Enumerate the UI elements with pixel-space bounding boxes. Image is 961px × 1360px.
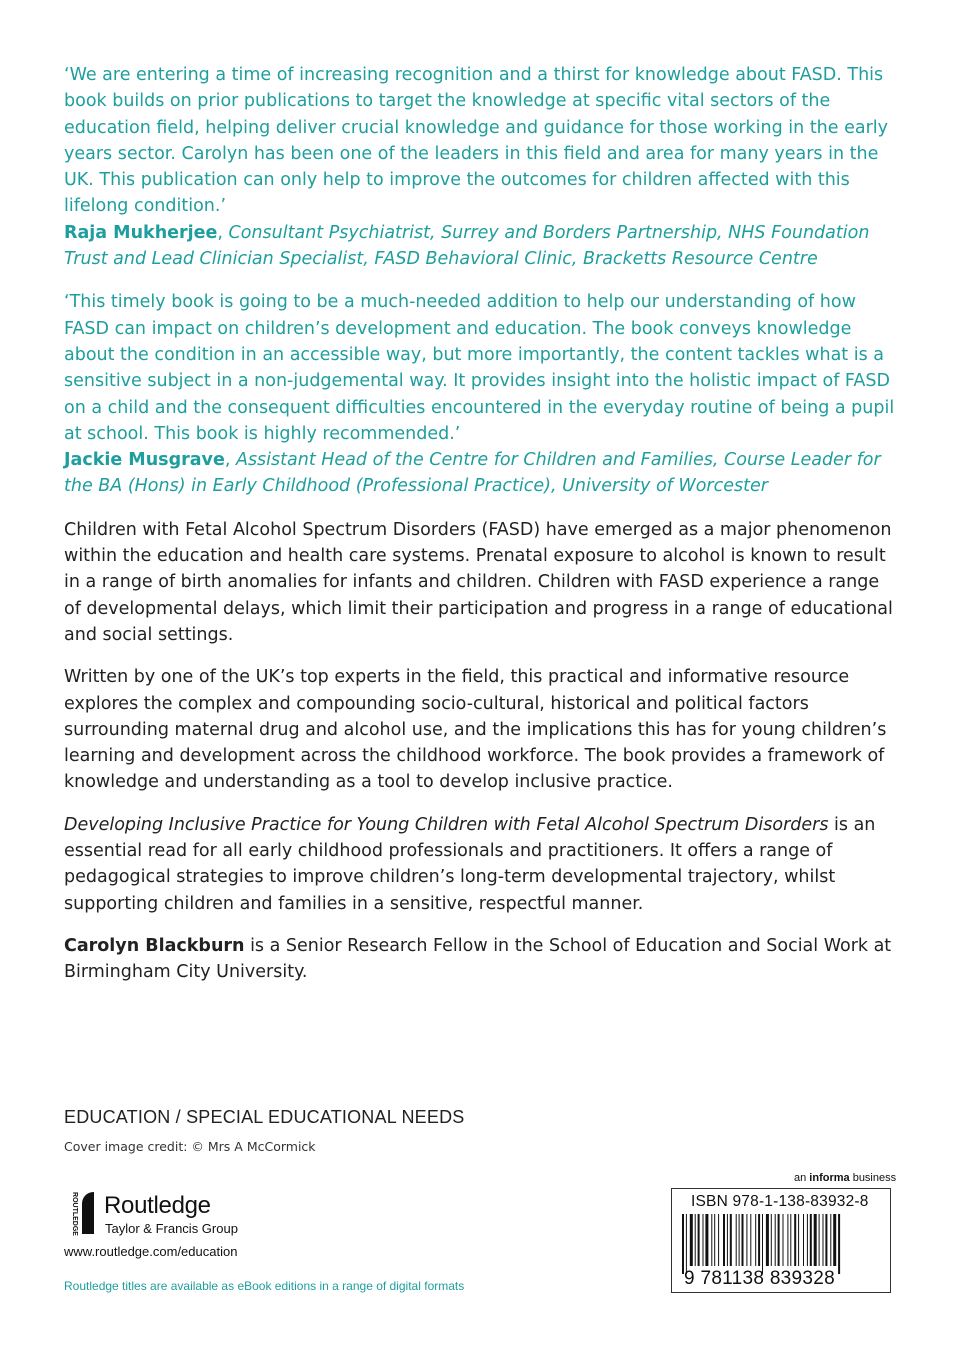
- author-bio-text: is a Senior Research Fellow in the School of Education and Social Work at Birmingham City University.: [64, 935, 892, 983]
- barcode-bar: [736, 1214, 737, 1266]
- endorser-name: Jackie Musgrave: [64, 450, 225, 471]
- barcode-bar: [803, 1214, 804, 1266]
- attribution-separator: ,: [217, 222, 229, 243]
- subject-category: EDUCATION / SPECIAL EDUCATIONAL NEEDS: [64, 1107, 465, 1127]
- barcode-bar: [698, 1214, 700, 1266]
- description-text: is an essential read for all early childhood professionals and practitioners. It offers a range of pedagogical strategies to improve children’s long-term developmental trajectory, whilst supporting children and families in a sensitive, respectful manner.: [64, 814, 876, 914]
- barcode-bar: [766, 1214, 769, 1266]
- barcode-bar: [833, 1214, 836, 1266]
- barcode-bar: [714, 1214, 715, 1266]
- barcode-bar: [838, 1214, 840, 1274]
- endorsement-attribution: [64, 447, 899, 500]
- barcode-bar: [775, 1214, 776, 1266]
- barcode-bar: [771, 1214, 772, 1266]
- logo-vertical-text: ROUTLEDGE: [71, 1192, 78, 1236]
- barcode-bar: [823, 1214, 824, 1266]
- barcode-bar: [723, 1214, 725, 1266]
- barcode-digits: 9 781138 839328: [684, 1268, 836, 1289]
- barcode-bar: [819, 1214, 820, 1266]
- barcode-bar: [703, 1214, 704, 1266]
- endorsement-2: [64, 289, 899, 499]
- endorsement-1: [64, 62, 899, 272]
- endorsement-quote: ‘This timely book is going to be a much-needed addition to help our understanding of how FASD can impact on children’s development and education. The book conveys knowledge about the condition in an accessible way, but more importantly, the content tackles what is a sensitive subject in a non-judgemental way. It provides insight into the holistic impact of FASD on a child and the consequent difficulties encountered in the everyday routine of being a pupil at school. This book is highly recommended.’: [64, 292, 895, 444]
- barcode-bar: [755, 1214, 756, 1266]
- informa-brand: informa: [809, 1172, 850, 1184]
- description-paragraph-3: [64, 812, 899, 917]
- routledge-logo-icon: [64, 1190, 98, 1236]
- barcode-bar: [746, 1214, 747, 1266]
- endorser-name: Raja Mukherjee: [64, 222, 218, 243]
- attribution-separator: ,: [224, 450, 236, 471]
- endorsement-quote: ‘We are entering a time of increasing recognition and a thirst for knowledge about FASD. This book builds on prior publications to target the knowledge at specific vital sectors of the education field, helping deliver crucial knowledge and guidance for those working in the early years sector. Carolyn has been one of the leaders in this field and area for many years in the UK. This publication can only help to improve the outcomes for children affected with this lifelong condition.’: [64, 65, 889, 217]
- barcode-bar: [727, 1214, 728, 1266]
- publisher-url[interactable]: www.routledge.com/education: [64, 1244, 238, 1259]
- barcode-bar: [814, 1214, 817, 1266]
- barcode-bar: [787, 1214, 788, 1266]
- barcode-bar: [807, 1214, 808, 1266]
- barcode-bar: [718, 1214, 719, 1266]
- barcode-bars: [682, 1214, 882, 1274]
- author-name: Carolyn Blackburn: [64, 935, 245, 956]
- endorsement-attribution: [64, 220, 899, 273]
- informa-business: [794, 1172, 896, 1184]
- barcode-bar: [790, 1214, 791, 1266]
- publisher-logo: [64, 1190, 264, 1238]
- barcode-bar: [730, 1214, 732, 1266]
- publisher-name: Routledge: [104, 1192, 211, 1219]
- description-paragraph-2: Written by one of the UK’s top experts in the field, this practical and informative resource explores the complex and compounding socio-cultural, historical and political factors surrounding maternal drug and alcohol use, and the implications this has for young children’s learning and development across the childhood workforce. The book provides a framework of knowledge and understanding as a tool to develop inclusive practice.: [64, 667, 887, 793]
- barcode-bar: [762, 1214, 763, 1274]
- barcode-bar: [810, 1214, 812, 1266]
- barcode-bar: [783, 1214, 784, 1266]
- endorser-role: Assistant Head of the Centre for Children and Families, Course Leader for the BA (Hons) in Early Childhood (Professional Practice), University of Worcester: [64, 450, 881, 497]
- barcode-bar: [830, 1214, 831, 1266]
- barcode-bar: [798, 1214, 799, 1266]
- author-bio: [64, 933, 899, 986]
- informa-suffix: business: [849, 1172, 897, 1184]
- barcode-bar: [758, 1214, 760, 1266]
- ebook-note: Routledge titles are available as eBook editions in a range of digital formats: [64, 1279, 465, 1293]
- barcode-bar: [739, 1214, 740, 1266]
- barcode-bar: [794, 1214, 796, 1266]
- barcode-bar: [825, 1214, 827, 1266]
- barcode-bar: [742, 1214, 744, 1266]
- barcode-bar: [778, 1214, 780, 1266]
- cover-credit: Cover image credit: © Mrs A McCormick: [64, 1139, 316, 1154]
- barcode-bar: [695, 1214, 696, 1266]
- back-cover-text: [64, 62, 899, 1002]
- informa-prefix: an: [794, 1172, 810, 1184]
- barcode-bar: [750, 1214, 751, 1266]
- barcode-bar: [682, 1214, 684, 1274]
- endorser-role: Consultant Psychiatrist, Surrey and Borders Partnership, NHS Foundation Trust and Lead Clinician Specialist, FASD Behavioral Clinic, Bracketts Resource Centre: [64, 222, 870, 270]
- publisher-group: Taylor & Francis Group: [105, 1221, 238, 1236]
- barcode-bar: [690, 1214, 693, 1266]
- barcode-bar: [711, 1214, 712, 1266]
- barcode-bar: [705, 1214, 708, 1266]
- book-title: Developing Inclusive Practice for Young Children with Fetal Alcohol Spectrum Disorders: [64, 814, 829, 835]
- barcode: [671, 1188, 891, 1293]
- barcode-bar: [686, 1214, 687, 1274]
- isbn: ISBN 978-1-138-83932-8: [691, 1193, 869, 1210]
- description-paragraph-1: Children with Fetal Alcohol Spectrum Disorders (FASD) have emerged as a major phenomenon within the education and health care systems. Prenatal exposure to alcohol is known to result in a range of birth anomalies for infants and children. Children with FASD experience a range of developmental delays, which limit their participation and progress in a range of educational and social settings.: [64, 519, 893, 645]
